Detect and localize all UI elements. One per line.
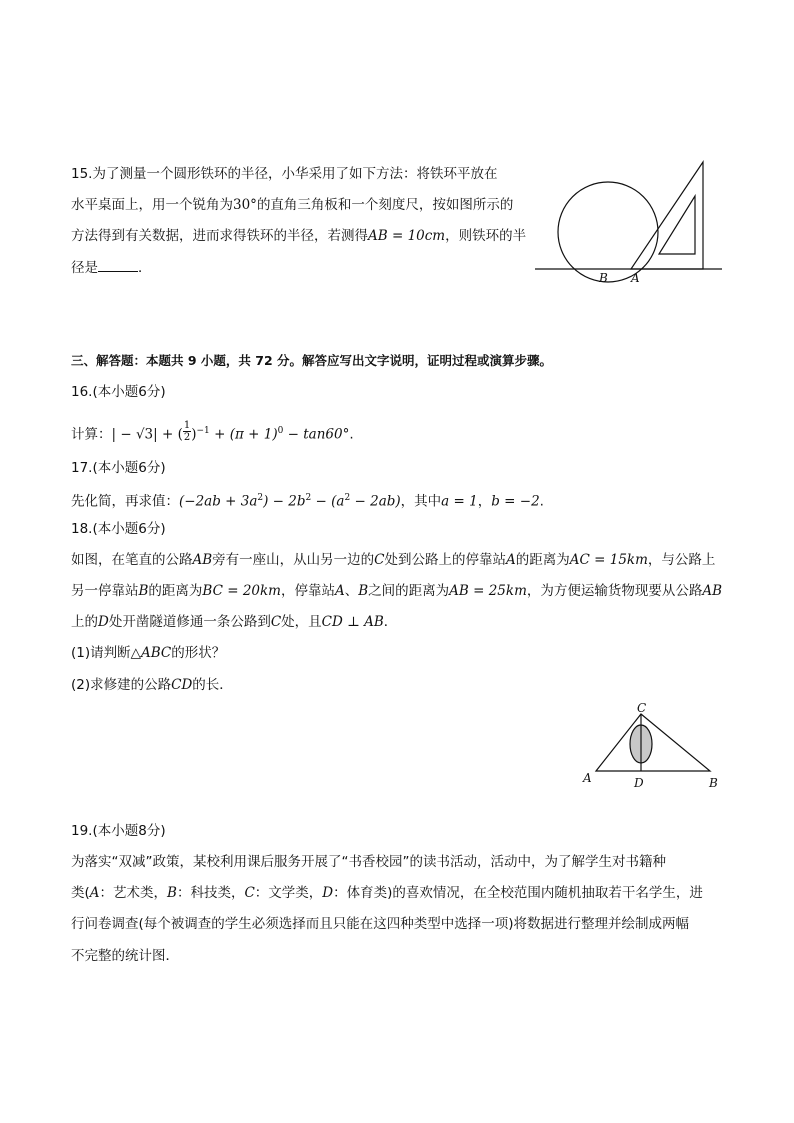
- fig18-label-c: C: [637, 701, 647, 715]
- triangle-ruler-outer: [631, 162, 703, 269]
- q15-line-3: 方法得到有关数据，进而求得铁环的半径，若测得AB = 10cm，则铁环的半: [71, 228, 527, 244]
- q18-header: 18.(本小题6分): [71, 521, 166, 537]
- q16-expression: 计算：| − √3| + ( $\frac{1}{2}$ )$^{-1} + (\pi + 1)^0 - \tan 60^\circ$.: [71, 420, 354, 443]
- q19-line-3: 行问卷调查(每个被调查的学生必须选择而且只能在这四种类型中选择一项)将数据进行整理并绘制成两幅: [71, 916, 690, 932]
- q18-line-2: 另一停靠站B的距离为BC = 20km，停靠站A、B之间的距离为AB = 25km，为方便运输货物现要从公路AB: [71, 583, 723, 599]
- q17-expression: 先化简，再求值：$(-2ab + 3a^2) - 2b^2 - (a^2 - 2ab)$，其中a = 1，b = −2.: [71, 493, 544, 510]
- q15-line-4: 径是 ．: [71, 260, 152, 276]
- q15-line-2: 水平桌面上，用一个锐角为30°的直角三角板和一个刻度尺，按如图所示的: [71, 197, 514, 213]
- fig18-label-b: B: [709, 776, 718, 790]
- iron-ring: [558, 182, 658, 282]
- triangle-abc: [596, 714, 710, 771]
- q18-part-1: (1)请判断△ABC的形状？: [71, 645, 226, 661]
- q19-line-4: 不完整的统计图．: [71, 948, 179, 964]
- triangle-ruler-inner: [659, 196, 695, 254]
- fig18-label-a: A: [583, 771, 592, 785]
- q16-header: 16.(本小题6分): [71, 384, 166, 400]
- fig15-label-a: A: [631, 271, 640, 285]
- q19-line-1: 为落实“双减”政策，某校利用课后服务开展了“书香校园”的读书活动，活动中，为了解学生对书籍种: [71, 854, 666, 870]
- fraction-one-half: $\frac{1}{2}$: [183, 420, 191, 443]
- q15-line-1: 15.为了测量一个圆形铁环的半径，小华采用了如下方法：将铁环平放在: [71, 166, 498, 182]
- q18-figure: [578, 700, 728, 795]
- answer-blank: [98, 259, 138, 272]
- q18-line-1: 如图，在笔直的公路AB旁有一座山，从山另一边的C处到公路上的停靠站A的距离为AC = 15km，与公路上: [71, 552, 716, 568]
- q19-line-2: 类(A：艺术类，B：科技类，C：文学类，D：体育类)的喜欢情况，在全校范围内随机抽取若干名学生，进: [71, 885, 703, 901]
- q18-part-2: (2)求修建的公路CD的长．: [71, 677, 233, 693]
- q17-header: 17.(本小题6分): [71, 460, 166, 476]
- fig15-label-b: B: [599, 271, 608, 285]
- q18-line-3: 上的D处开凿隧道修通一条公路到C处，且CD ⊥ AB．: [71, 614, 398, 630]
- q19-header: 19.(本小题8分): [71, 823, 166, 839]
- q15-figure: [535, 158, 725, 288]
- fig18-label-d: D: [634, 776, 644, 790]
- section-3-heading: 三、解答题：本题共 9 小题，共 72 分。解答应写出文字说明，证明过程或演算步骤。: [71, 353, 553, 368]
